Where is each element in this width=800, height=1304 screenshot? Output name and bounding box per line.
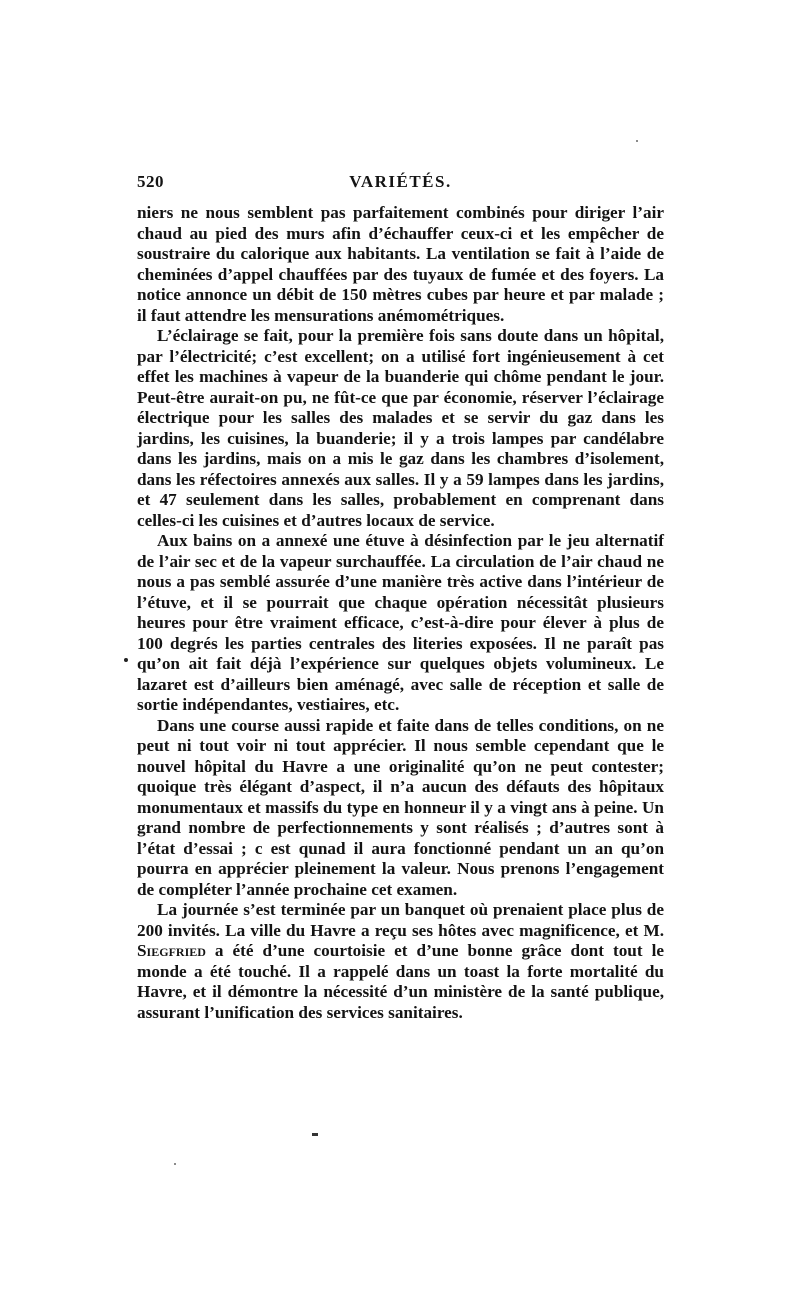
- section-title: VARIÉTÉS.: [349, 172, 452, 191]
- print-speck: [636, 140, 638, 142]
- page-number: 520: [137, 172, 164, 191]
- person-name: Siegfried: [137, 941, 206, 960]
- print-speck: [174, 1163, 176, 1165]
- paragraph-eclairage: L’éclairage se fait, pour la première fois sans doute dans un hôpital, par l’électricité; c’est excellent; on a utilisé fort ingénieusement à cet effet les machines à vapeur de la buanderie qui chôme pendant le jour. Peut-être aurait-on pu, ne fût-ce que par économie, réserver l’éclairage électrique pour les salles des malades et se servir du gaz dans les jardins, les cuisines, la buanderie; il y a trois lampes par candélabre dans les jardins, mais on a mis le gaz dans les chambres d’isolement, dans les réfectoires annexés aux salles. Il y a 59 lampes dans les jardins, et 47 seulement dans les salles, probablement en comprenant dans celles-ci les cuisines et d’autres locaux de service.: [137, 326, 664, 530]
- body-text: [137, 203, 664, 1023]
- margin-mark: [124, 658, 128, 662]
- paragraph-ventilation: niers ne nous semblent pas parfaitement combinés pour diriger l’air chaud au pied des murs afin d’échauffer ceux-ci et les empêcher de soustraire du calorique aux habitants. La ventilation se fait à l’aide de cheminées d’appel chauffées par des tuyaux de fumée et des foyers. La notice annonce un débit de 150 mètres cubes par heure et par malade ; il faut attendre les mensurations anémométriques.: [137, 203, 664, 325]
- banquet-text-start: La journée s’est terminée par un banquet où prenaient place plus de 200 invités. La ville du Havre a reçu ses hôtes avec magnificence, et M.: [137, 900, 664, 940]
- banquet-text-end: a été d’une courtoisie et d’une bonne grâce dont tout le monde a été touché. Il a rappelé dans un toast la forte mortalité du Havre, et il démontre la nécessité d’un ministère de la santé publique, assurant l’unification des services sanitaires.: [137, 941, 664, 1022]
- paragraph-banquet: [137, 900, 664, 1023]
- running-head: [137, 172, 664, 196]
- end-mark: [312, 1133, 318, 1136]
- paragraph-conclusion: Dans une course aussi rapide et faite dans de telles conditions, on ne peut ni tout voir ni tout apprécier. Il nous semble cependant que le nouvel hôpital du Havre a une originalité qu’on ne peut contester; quoique très élégant d’aspect, il n’a aucun des défauts des hôpitaux monumentaux et massifs du type en honneur il y a vingt ans à peine. Un grand nombre de perfectionnements y sont réalisés ; d’autres sont à l’état d’essai ; c est qunad il aura fonctionné pendant un an qu’on pourra en apprécier pleinement la valeur. Nous prenons l’engagement de compléter l’année prochaine cet examen.: [137, 715, 664, 899]
- paragraph-etuve: Aux bains on a annexé une étuve à désinfection par le jeu alternatif de l’air sec et de la vapeur surchauffée. La circulation de l’air chaud ne nous a pas semblé assurée d’une manière très active dans l’intérieur de l’étuve, et il se pourrait que chaque opération nécessitât plusieurs heures pour être vraiment efficace, c’est-à-dire pour élever à plus de 100 degrés les parties centrales des literies exposées. Il ne paraît pas qu’on ait fait déjà l’expérience sur quelques objets volumineux. Le lazaret est d’ailleurs bien aménagé, avec salle de réception et salle de sortie indépendantes, vestiaires, etc.: [137, 531, 664, 714]
